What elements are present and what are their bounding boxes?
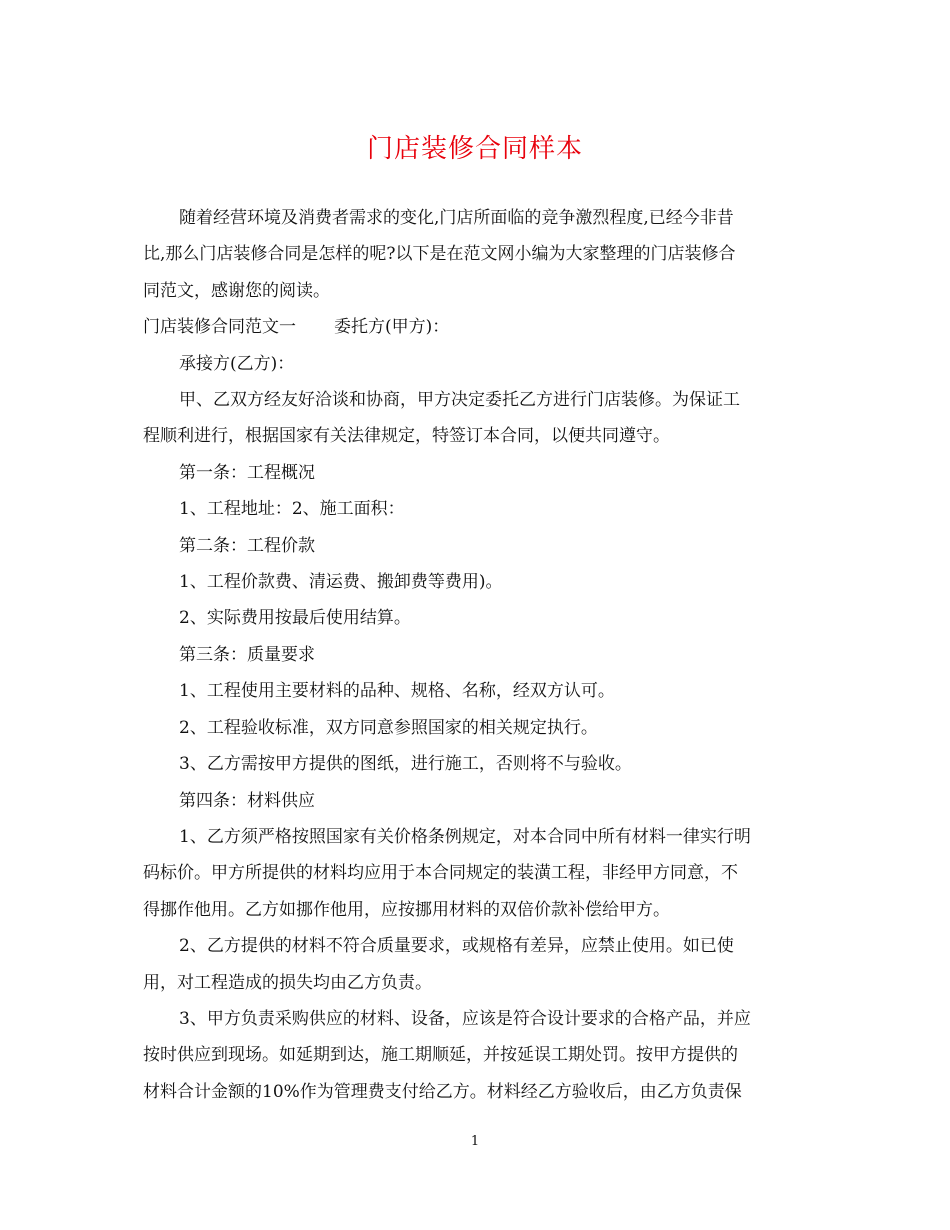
intro-line-1: 随着经营环境及消费者需求的变化,门店所面临的竞争激烈程度,已经今非昔 xyxy=(179,208,734,228)
article-3-item-2: 2、工程验收标准，双方同意参照国家的相关规定执行。 xyxy=(179,717,598,738)
parties-line xyxy=(143,309,805,345)
article-2-heading: 第二条：工程价款 xyxy=(179,535,315,556)
client-party: 委托方(甲方)： xyxy=(334,317,450,338)
article-3-item-3: 3、乙方需按甲方提供的图纸，进行施工，否则将不与验收。 xyxy=(179,754,632,775)
document-body xyxy=(143,200,805,1110)
article-4-item-2-line-2: 用，对工程造成的损失均由乙方负责。 xyxy=(143,972,432,993)
article-4-item-3-line-3: 材料合计金额的10%作为管理费支付给乙方。材料经乙方验收后，由乙方负责保 xyxy=(143,1081,742,1102)
article-4-item-2-line-1: 2、乙方提供的材料不符合质量要求，或规格有差异，应禁止使用。如已使 xyxy=(179,936,734,957)
article-2-item-1: 1、工程价款费、清运费、搬卸费等费用)。 xyxy=(179,572,503,593)
preamble-paragraph xyxy=(143,382,805,455)
intro-line-2: 比,那么门店装修合同是怎样的呢?以下是在范文网小编为大家整理的门店装修合 xyxy=(143,244,736,265)
preamble-line-1: 甲、乙双方经友好洽谈和协商，甲方决定委托乙方进行门店装修。为保证工 xyxy=(179,390,740,411)
article-1-heading: 第一条：工程概况 xyxy=(179,462,315,483)
article-4-item-1-line-3: 得挪作他用。乙方如挪作他用，应按挪用材料的双倍价款补偿给甲方。 xyxy=(143,899,670,920)
article-2-item-2: 2、实际费用按最后使用结算。 xyxy=(179,608,411,629)
contractor-party: 承接方(乙方)： xyxy=(179,353,295,374)
document-title: 门店装修合同样本 xyxy=(366,134,583,164)
page-number: 1 xyxy=(470,1134,480,1149)
article-3-heading: 第三条：质量要求 xyxy=(179,644,315,665)
article-4-item-3 xyxy=(143,1001,805,1110)
article-4-item-1 xyxy=(143,819,805,928)
intro-line-3: 同范文，感谢您的阅读。 xyxy=(143,280,330,301)
article-4-heading: 第四条：材料供应 xyxy=(179,790,315,811)
article-1-item-1: 1、工程地址：2、施工面积： xyxy=(179,499,405,520)
article-4-item-3-line-1: 3、甲方负责采购供应的材料、设备，应该是符合设计要求的合格产品，并应 xyxy=(179,1008,751,1029)
article-4-item-1-line-2: 码标价。甲方所提供的材料均应用于本合同规定的装潢工程，非经甲方同意，不 xyxy=(143,863,738,884)
preamble-line-2: 程顺利进行，根据国家有关法律规定，特签订本合同，以便共同遵守。 xyxy=(143,426,670,447)
intro-paragraph xyxy=(143,200,805,309)
article-4-item-2 xyxy=(143,928,805,1001)
article-4-item-1-line-1: 1、乙方须严格按照国家有关价格条例规定，对本合同中所有材料一律实行明 xyxy=(179,826,751,847)
article-3-item-1: 1、工程使用主要材料的品种、规格、名称，经双方认可。 xyxy=(179,681,615,702)
sample-heading: 门店装修合同范文一 xyxy=(143,317,296,338)
article-4-item-3-line-2: 按时供应到现场。如延期到达，施工期顺延，并按延误工期处罚。按甲方提供的 xyxy=(143,1045,738,1066)
